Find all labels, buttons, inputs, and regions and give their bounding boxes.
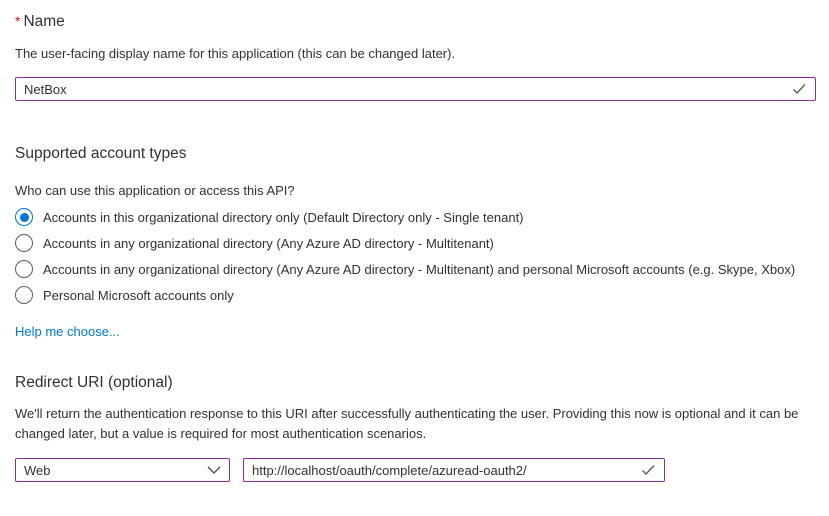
redirect-uri-input[interactable] — [243, 458, 665, 482]
chevron-down-icon — [207, 466, 221, 474]
redirect-uri-description: We'll return the authentication response to this URI after successfully authenticating the user. Providing this now is optional and it can be changed later, but a value is required for most authentication scenarios. — [15, 406, 799, 441]
radio-option-single-tenant[interactable] — [15, 204, 816, 230]
redirect-uri-controls — [15, 458, 816, 482]
radio-button[interactable] — [15, 260, 33, 278]
uri-valid-check-icon — [641, 464, 656, 476]
redirect-uri-title: Redirect URI (optional) — [15, 374, 173, 391]
name-description: The user-facing display name for this application (this can be changed later). — [15, 46, 456, 61]
account-types-question: Who can use this application or access this API? — [15, 183, 295, 198]
radio-option-multitenant[interactable] — [15, 230, 816, 256]
name-title-text: Name — [23, 13, 65, 30]
radio-label: Personal Microsoft accounts only — [43, 287, 234, 303]
radio-option-personal-only[interactable] — [15, 282, 816, 308]
radio-label: Accounts in any organizational directory (Any Azure AD directory - Multitenant) and personal Microsoft accounts (e.g. Skype, Xbox) — [43, 261, 796, 277]
redirect-uri-input-wrap — [243, 458, 665, 482]
radio-button[interactable] — [15, 286, 33, 304]
required-asterisk: * — [15, 13, 21, 29]
name-input[interactable] — [15, 77, 816, 101]
help-me-choose-link[interactable]: Help me choose... — [15, 324, 120, 339]
radio-option-multitenant-personal[interactable] — [15, 256, 816, 282]
name-valid-check-icon — [792, 83, 807, 95]
platform-select-value: Web — [24, 462, 51, 478]
name-input-wrap — [15, 77, 816, 101]
platform-select[interactable] — [15, 458, 230, 482]
radio-button[interactable] — [15, 208, 33, 226]
account-type-radio-group — [15, 204, 816, 308]
radio-label: Accounts in any organizational directory (Any Azure AD directory - Multitenant) — [43, 235, 494, 251]
account-types-title: Supported account types — [15, 145, 187, 162]
radio-button[interactable] — [15, 234, 33, 252]
name-section-title — [15, 12, 816, 31]
radio-label: Accounts in this organizational directory only (Default Directory only - Single tenant) — [43, 209, 524, 225]
